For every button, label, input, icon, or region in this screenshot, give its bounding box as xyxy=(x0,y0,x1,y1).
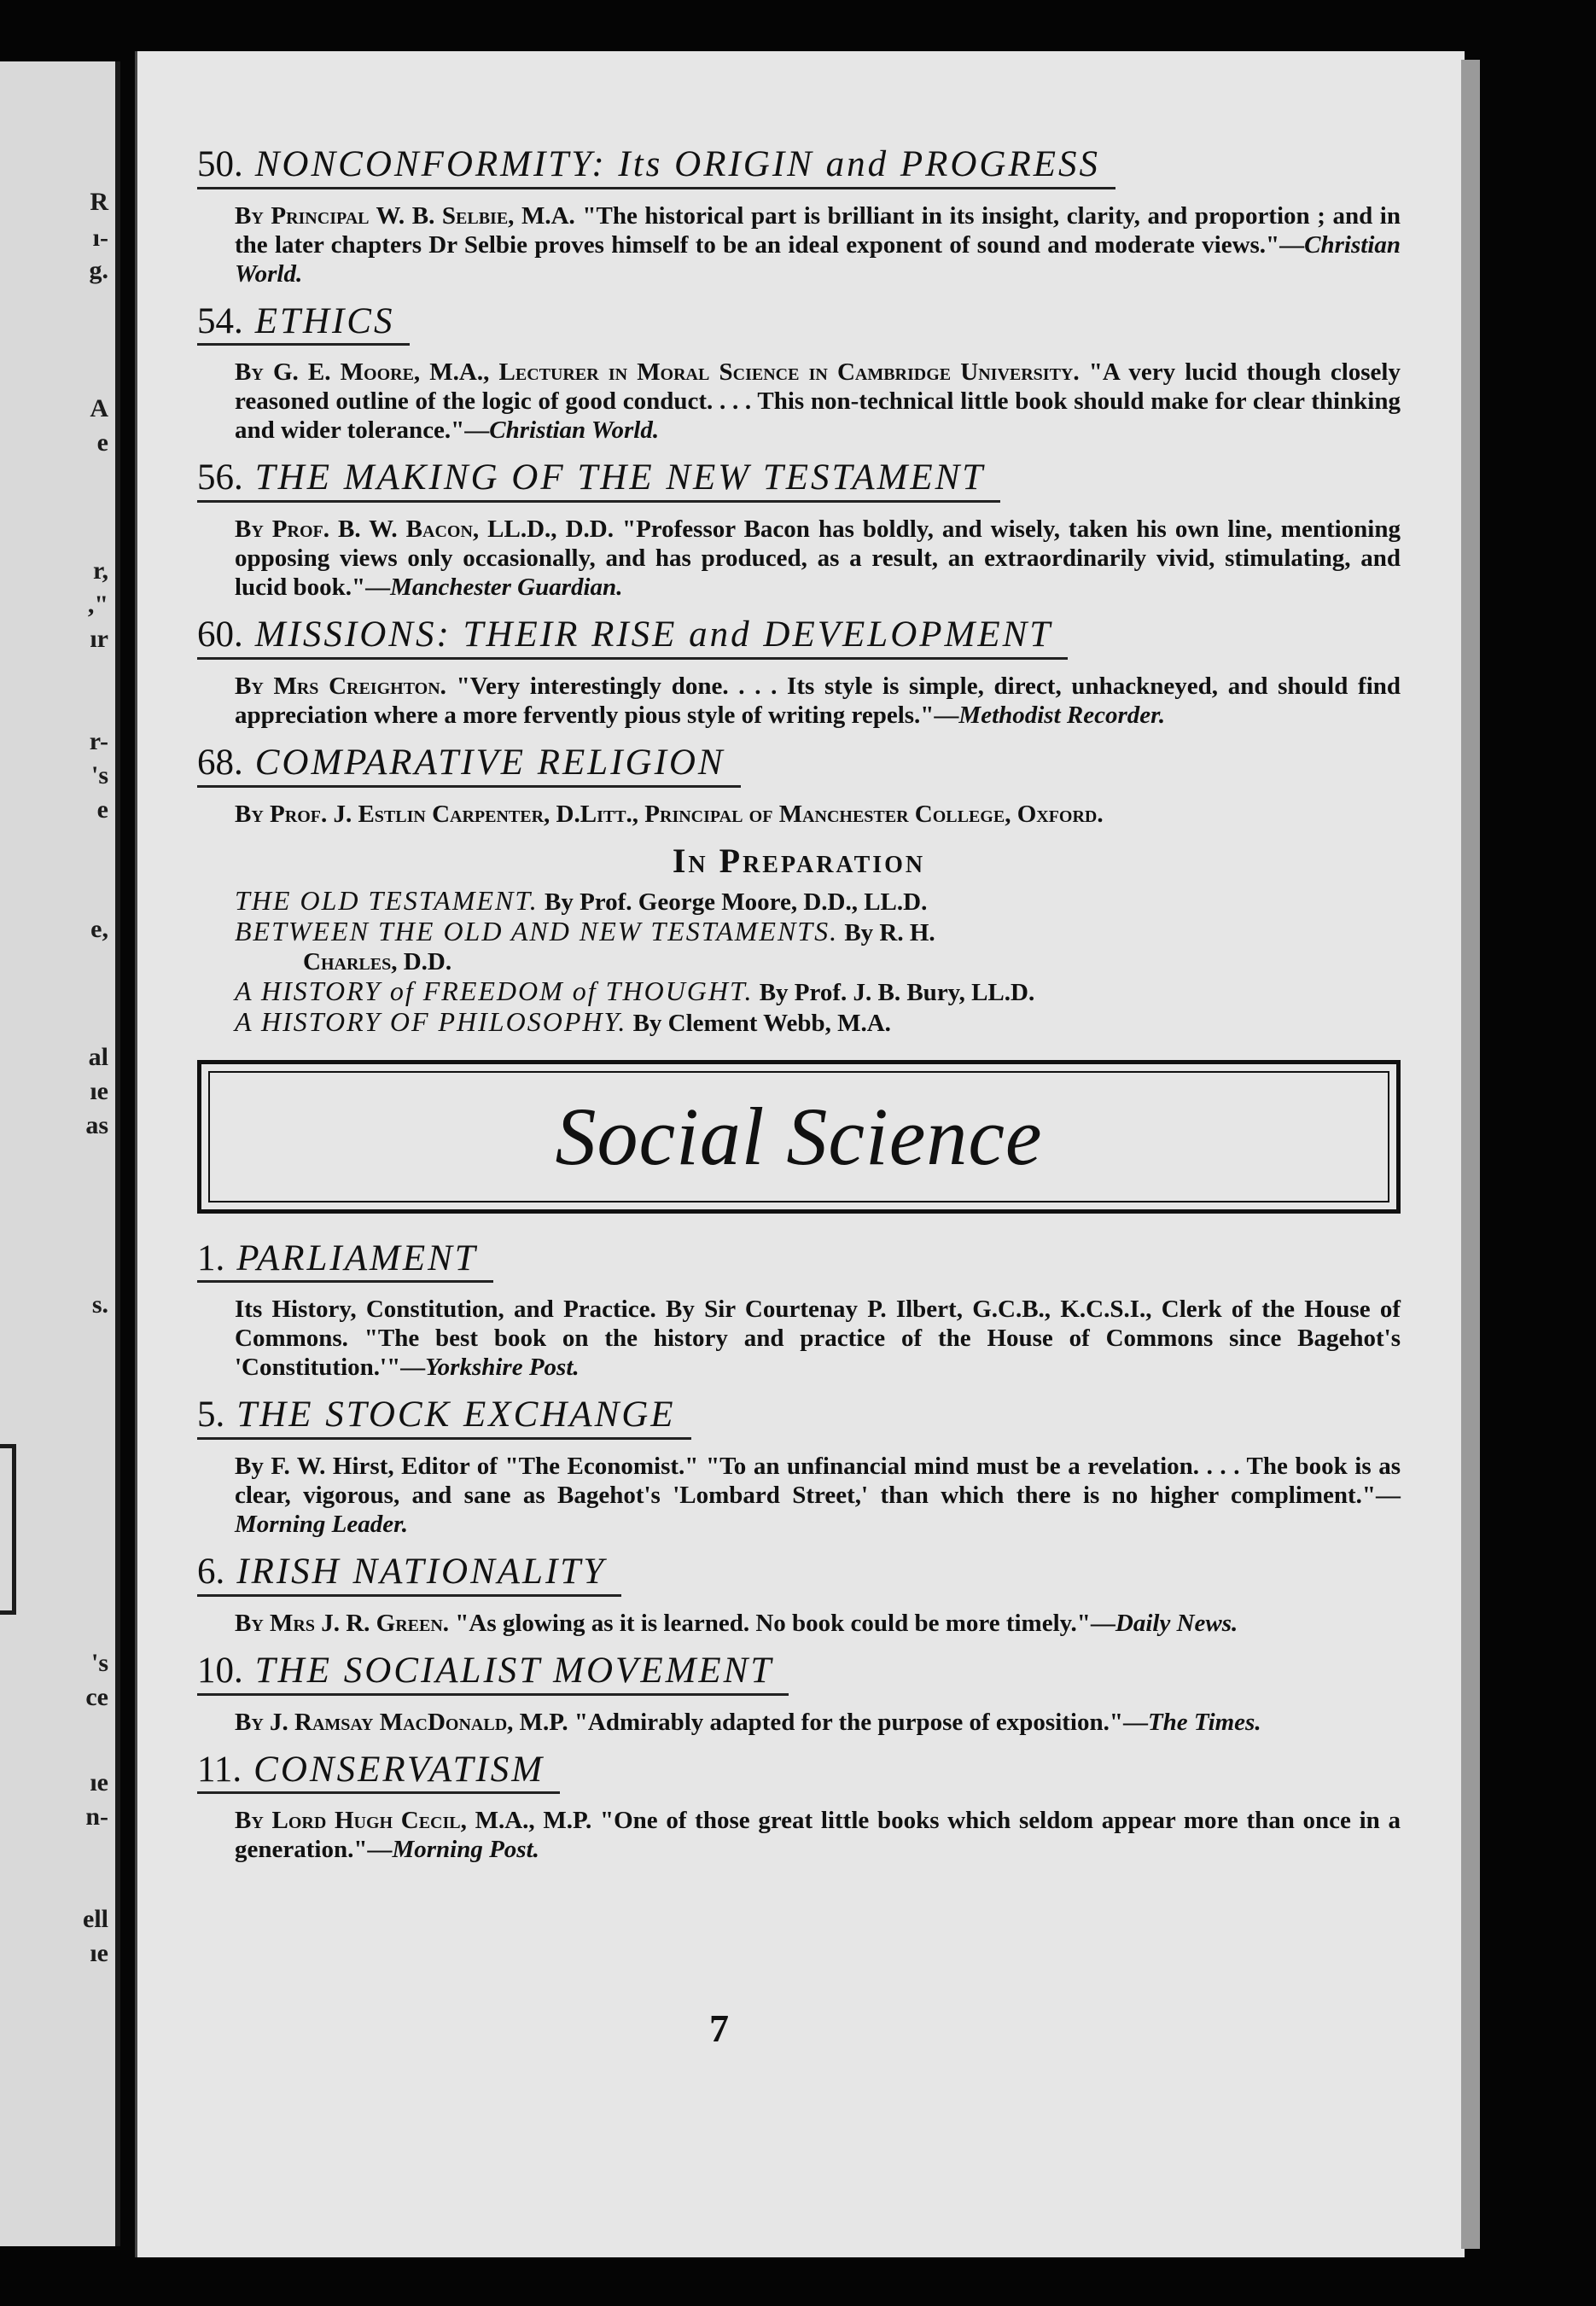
entry-number: 5. xyxy=(197,1395,225,1435)
entry-description xyxy=(235,800,1401,829)
entry-description xyxy=(235,1609,1401,1638)
entry-review: "Admirably adapted for the purpose of exposition."— xyxy=(574,1708,1148,1736)
entry-source: Christian World. xyxy=(489,416,660,445)
catalogue-entry xyxy=(197,143,1401,288)
entry-description xyxy=(235,515,1401,602)
preparation-item xyxy=(235,886,1401,917)
facing-page-fragment: ır xyxy=(90,625,108,653)
entry-heading xyxy=(197,300,410,346)
preparation-title: A HISTORY of FREEDOM of THOUGHT. xyxy=(235,975,754,1006)
entry-number: 10. xyxy=(197,1650,243,1691)
entry-heading xyxy=(197,1650,789,1696)
entry-author: Its History, Constitution, and Practice. By Sir Courtenay P. Ilbert, G.C.B., K.C.S.I., Clerk of the House of Commons. xyxy=(235,1296,1401,1353)
page-content xyxy=(197,143,1401,1876)
entry-review: "Very interestingly done. . . . Its style is simple, direct, unhackneyed, and should find appreciation where a more fervently pious style of writing repels."— xyxy=(235,672,1401,729)
catalogue-entry xyxy=(197,457,1401,602)
entry-author: By Mrs Creighton. xyxy=(235,672,446,700)
catalogue-entry xyxy=(197,1551,1401,1638)
entry-review: "As glowing as it is learned. No book could be more timely."— xyxy=(455,1609,1115,1637)
preparation-author: By Prof. J. B. Bury, LL.D. xyxy=(759,978,1035,1006)
entry-title: ETHICS xyxy=(254,300,395,341)
entry-review: "To an unfinancial mind must be a revelation. . . . The book is as clear, vigorous, and sane as Bagehot's 'Lombard Street,' than which there is no higher compliment."— xyxy=(235,1453,1401,1510)
entry-number: 11. xyxy=(197,1749,242,1790)
entry-title: COMPARATIVE RELIGION xyxy=(254,742,725,783)
entry-description xyxy=(235,1295,1401,1382)
facing-page-fragment: ce xyxy=(85,1683,108,1711)
entry-author: By G. E. Moore, M.A., Lecturer in Moral Science in Cambridge University. xyxy=(235,358,1080,387)
facing-page-fragment: g. xyxy=(89,256,108,284)
in-preparation-heading: In Preparation xyxy=(672,841,926,880)
entry-author: By Prof. B. W. Bacon, LL.D., D.D. xyxy=(235,515,614,544)
page-edge xyxy=(1461,60,1480,2249)
entry-number: 1. xyxy=(197,1237,225,1278)
entry-number: 56. xyxy=(197,457,243,498)
entry-heading xyxy=(197,1551,621,1597)
entry-description xyxy=(235,672,1401,730)
preparation-title: BETWEEN THE OLD AND NEW TESTAMENTS. xyxy=(235,915,839,946)
entry-title: MISSIONS: THEIR RISE and DEVELOPMENT xyxy=(254,614,1053,655)
entry-description xyxy=(235,1452,1401,1539)
facing-page-fragment: R xyxy=(90,188,108,216)
entry-review: "The best book on the history and practice of the House of Commons since Bagehot's 'Constitution.'"— xyxy=(235,1325,1401,1382)
entry-number: 60. xyxy=(197,614,243,655)
entry-review: "A very lucid though closely reasoned outline of the logic of good conduct. . . . This non-technical little book should make for clear thinking and wider tolerance."— xyxy=(235,358,1401,445)
preparation-author: By Prof. George Moore, D.D., LL.D. xyxy=(545,888,928,916)
entry-review: "One of those great little books which seldom appear more than once in a generation."— xyxy=(235,1807,1401,1864)
facing-page-fragment: al xyxy=(88,1043,108,1071)
catalogue-entry xyxy=(197,1650,1401,1737)
entry-author: By Prof. J. Estlin Carpenter, D.Litt., Principal of Manchester College, Oxford. xyxy=(235,800,1104,828)
facing-page-fragment: s. xyxy=(91,1290,108,1319)
entry-title: THE SOCIALIST MOVEMENT xyxy=(254,1650,774,1691)
page-number: 7 xyxy=(709,2006,729,2050)
entry-heading xyxy=(197,143,1115,189)
entry-author: By Lord Hugh Cecil, M.A., M.P. xyxy=(235,1807,592,1835)
entry-title: THE STOCK EXCHANGE xyxy=(236,1395,676,1435)
section-banner-inner xyxy=(208,1071,1389,1202)
facing-page-fragment: r, xyxy=(92,556,108,585)
facing-page-fragment: A xyxy=(90,394,108,422)
entry-title: CONSERVATISM xyxy=(253,1749,545,1790)
preparation-title: THE OLD TESTAMENT. xyxy=(235,884,539,916)
facing-page-fragment: as xyxy=(85,1111,108,1139)
entry-title: THE MAKING OF THE NEW TESTAMENT xyxy=(254,457,986,498)
preparation-item xyxy=(235,917,1401,947)
preparation-title: A HISTORY OF PHILOSOPHY. xyxy=(235,1005,627,1037)
entry-heading xyxy=(197,1394,691,1440)
catalogue-entry xyxy=(197,1237,1401,1383)
facing-page-fragment: 's xyxy=(90,1649,108,1677)
entry-description xyxy=(235,201,1401,288)
entry-description xyxy=(235,1708,1401,1737)
entry-title: IRISH NATIONALITY xyxy=(236,1552,607,1593)
entry-source: Daily News. xyxy=(1115,1609,1238,1637)
facing-page-fragment: e, xyxy=(90,915,108,943)
preparation-author: By Clement Webb, M.A. xyxy=(632,1009,891,1037)
entry-source: Morning Post. xyxy=(392,1836,539,1864)
facing-page-fragment: ıe xyxy=(90,1077,108,1105)
entry-number: 54. xyxy=(197,300,243,341)
catalogue-entry xyxy=(197,1749,1401,1865)
facing-page-box xyxy=(0,1444,16,1615)
facing-page-fragment: ıe xyxy=(90,1768,108,1796)
entry-source: Morning Leader. xyxy=(235,1511,409,1539)
facing-page-fragment: e xyxy=(96,428,108,457)
facing-page xyxy=(0,61,120,2246)
facing-page-fragment: r- xyxy=(89,727,108,755)
entry-author: By J. Ramsay MacDonald, M.P. xyxy=(235,1708,568,1736)
entry-heading xyxy=(197,1749,560,1795)
entry-heading xyxy=(197,457,1000,503)
entry-number: 68. xyxy=(197,742,243,783)
preparation-item xyxy=(235,947,1401,976)
entry-title: NONCONFORMITY: Its ORIGIN and PROGRESS xyxy=(254,144,1101,184)
facing-page-fragment: n- xyxy=(85,1802,108,1831)
facing-page-fragment: 's xyxy=(90,761,108,789)
entry-source: The Times. xyxy=(1147,1708,1261,1736)
preparation-author: By R. H. xyxy=(844,918,935,946)
preparation-item xyxy=(235,1007,1401,1038)
entry-description xyxy=(235,1806,1401,1864)
preparation-author: Charles, D.D. xyxy=(303,947,452,975)
entry-author: By F. W. Hirst, Editor of "The Economist." xyxy=(235,1453,699,1481)
entry-source: Manchester Guardian. xyxy=(390,574,623,602)
entry-review: "The historical part is brilliant in its insight, clarity, and proportion ; and in the later chapters Dr Selbie proves himself to be an ideal exponent of sound and moderate views."— xyxy=(235,201,1401,259)
catalogue-page xyxy=(135,51,1465,2257)
catalogue-entry xyxy=(197,742,1401,829)
entry-number: 50. xyxy=(197,144,243,184)
preparation-item xyxy=(235,976,1401,1007)
catalogue-entry xyxy=(197,1394,1401,1539)
entry-number: 6. xyxy=(197,1552,225,1593)
entry-author: By Principal W. B. Selbie, M.A. xyxy=(235,201,575,230)
entry-heading xyxy=(197,742,741,788)
facing-page-fragment: e xyxy=(96,795,108,824)
entry-source: Methodist Recorder. xyxy=(958,701,1166,729)
entry-heading xyxy=(197,614,1068,660)
section-title: Social Science xyxy=(555,1091,1043,1183)
entry-source: Christian World. xyxy=(235,230,1401,288)
section-banner xyxy=(197,1060,1401,1214)
entry-heading xyxy=(197,1237,493,1284)
entry-description xyxy=(235,358,1401,445)
catalogue-entry xyxy=(197,300,1401,445)
entry-review: "Professor Bacon has boldly, and wisely, taken his own line, mentioning opposing views only occasionally, and has produced, as a result, an extraordinarily vivid, stimulating, and lucid book."— xyxy=(235,515,1401,602)
entry-source: Yorkshire Post. xyxy=(425,1354,580,1382)
facing-page-fragment: ," xyxy=(87,591,108,619)
facing-page-fragment: ell xyxy=(83,1905,108,1933)
facing-page-fragment: ıe xyxy=(90,1939,108,1967)
facing-page-fragment: ı- xyxy=(92,224,108,252)
entry-title: PARLIAMENT xyxy=(236,1237,478,1278)
catalogue-entry xyxy=(197,614,1401,730)
entry-author: By Mrs J. R. Green. xyxy=(235,1609,450,1637)
